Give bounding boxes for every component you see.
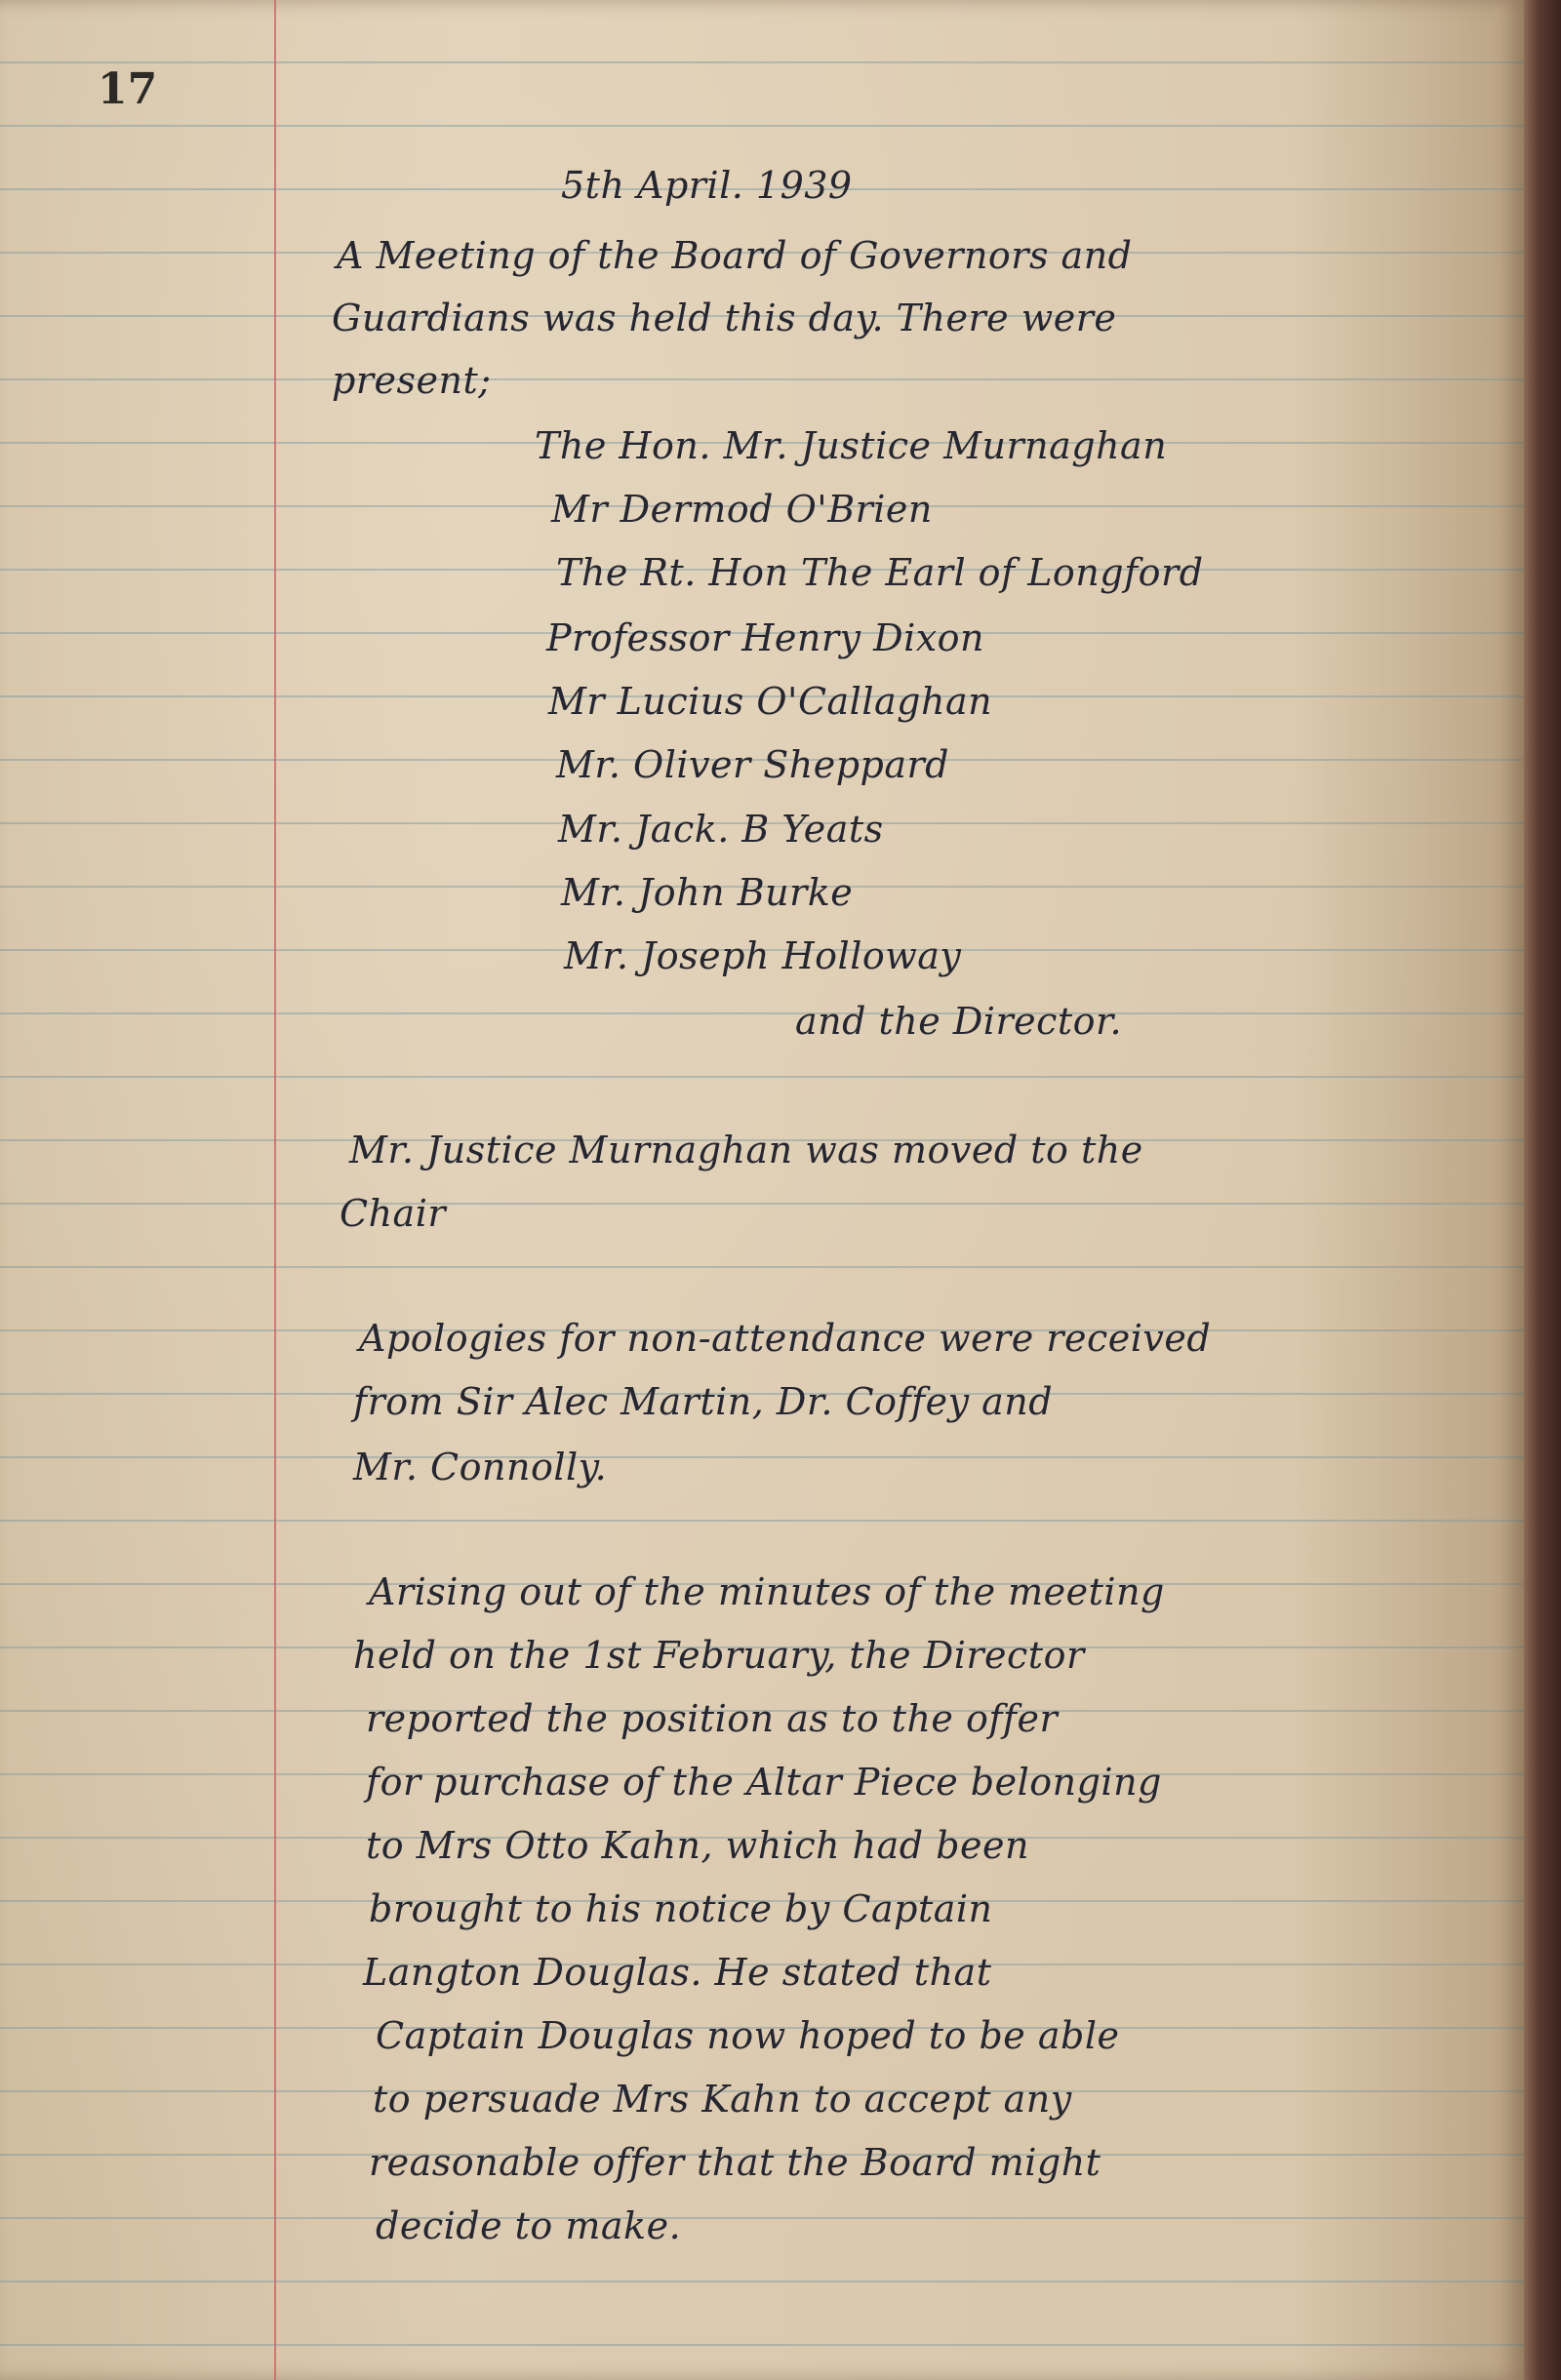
apologies-line: Apologies for non-attendance were received — [359, 1317, 1212, 1360]
attendee: The Hon. Mr. Justice Murnaghan — [535, 424, 1168, 467]
apologies-line: from Sir Alec Martin, Dr. Coffey and — [353, 1380, 1054, 1423]
intro-line: A Meeting of the Board of Governors and — [337, 234, 1133, 277]
chair-line: Mr. Justice Murnaghan was moved to the — [349, 1129, 1143, 1171]
attendee: Mr. Oliver Sheppard — [556, 743, 950, 786]
attendee: Professor Henry Dixon — [546, 616, 985, 659]
minutes-line: decide to make. — [376, 2204, 682, 2247]
chair-line: Chair — [340, 1192, 447, 1235]
minutes-line: held on the 1st February, the Director — [353, 1634, 1085, 1677]
attendee: Mr Lucius O'Callaghan — [548, 680, 993, 723]
minutes-line: brought to his notice by Captain — [369, 1887, 993, 1930]
minutes-line: reasonable offer that the Board might — [369, 2141, 1101, 2184]
attendee: The Rt. Hon The Earl of Longford — [556, 551, 1204, 594]
page-number: 17 — [98, 64, 158, 114]
minutes-line: Captain Douglas now hoped to be able — [376, 2014, 1120, 2057]
minutes-line: Arising out of the minutes of the meeting — [369, 1570, 1165, 1613]
book-binding-edge — [1524, 0, 1561, 2380]
intro-line: Guardians was held this day. There were — [332, 297, 1117, 339]
minutes-line: to Mrs Otto Kahn, which had been — [366, 1824, 1029, 1867]
intro-line: present; — [332, 359, 492, 402]
minutes-line: for purchase of the Altar Piece belonging — [366, 1761, 1162, 1804]
apologies-line: Mr. Connolly. — [353, 1446, 608, 1488]
minutes-line: to persuade Mrs Kahn to accept any — [373, 2078, 1072, 2121]
minutes-line: Langton Douglas. He stated that — [363, 1951, 992, 1994]
attendees-closing: and the Director. — [795, 1000, 1123, 1043]
minutes-line: reported the position as to the offer — [366, 1697, 1059, 1740]
margin-rule — [274, 0, 276, 2380]
attendee: Mr. Joseph Holloway — [564, 934, 962, 977]
attendee: Mr. Jack. B Yeats — [558, 808, 884, 851]
attendee: Mr. John Burke — [561, 871, 854, 914]
meeting-date: 5th April. 1939 — [561, 164, 853, 207]
attendee: Mr Dermod O'Brien — [551, 488, 933, 531]
